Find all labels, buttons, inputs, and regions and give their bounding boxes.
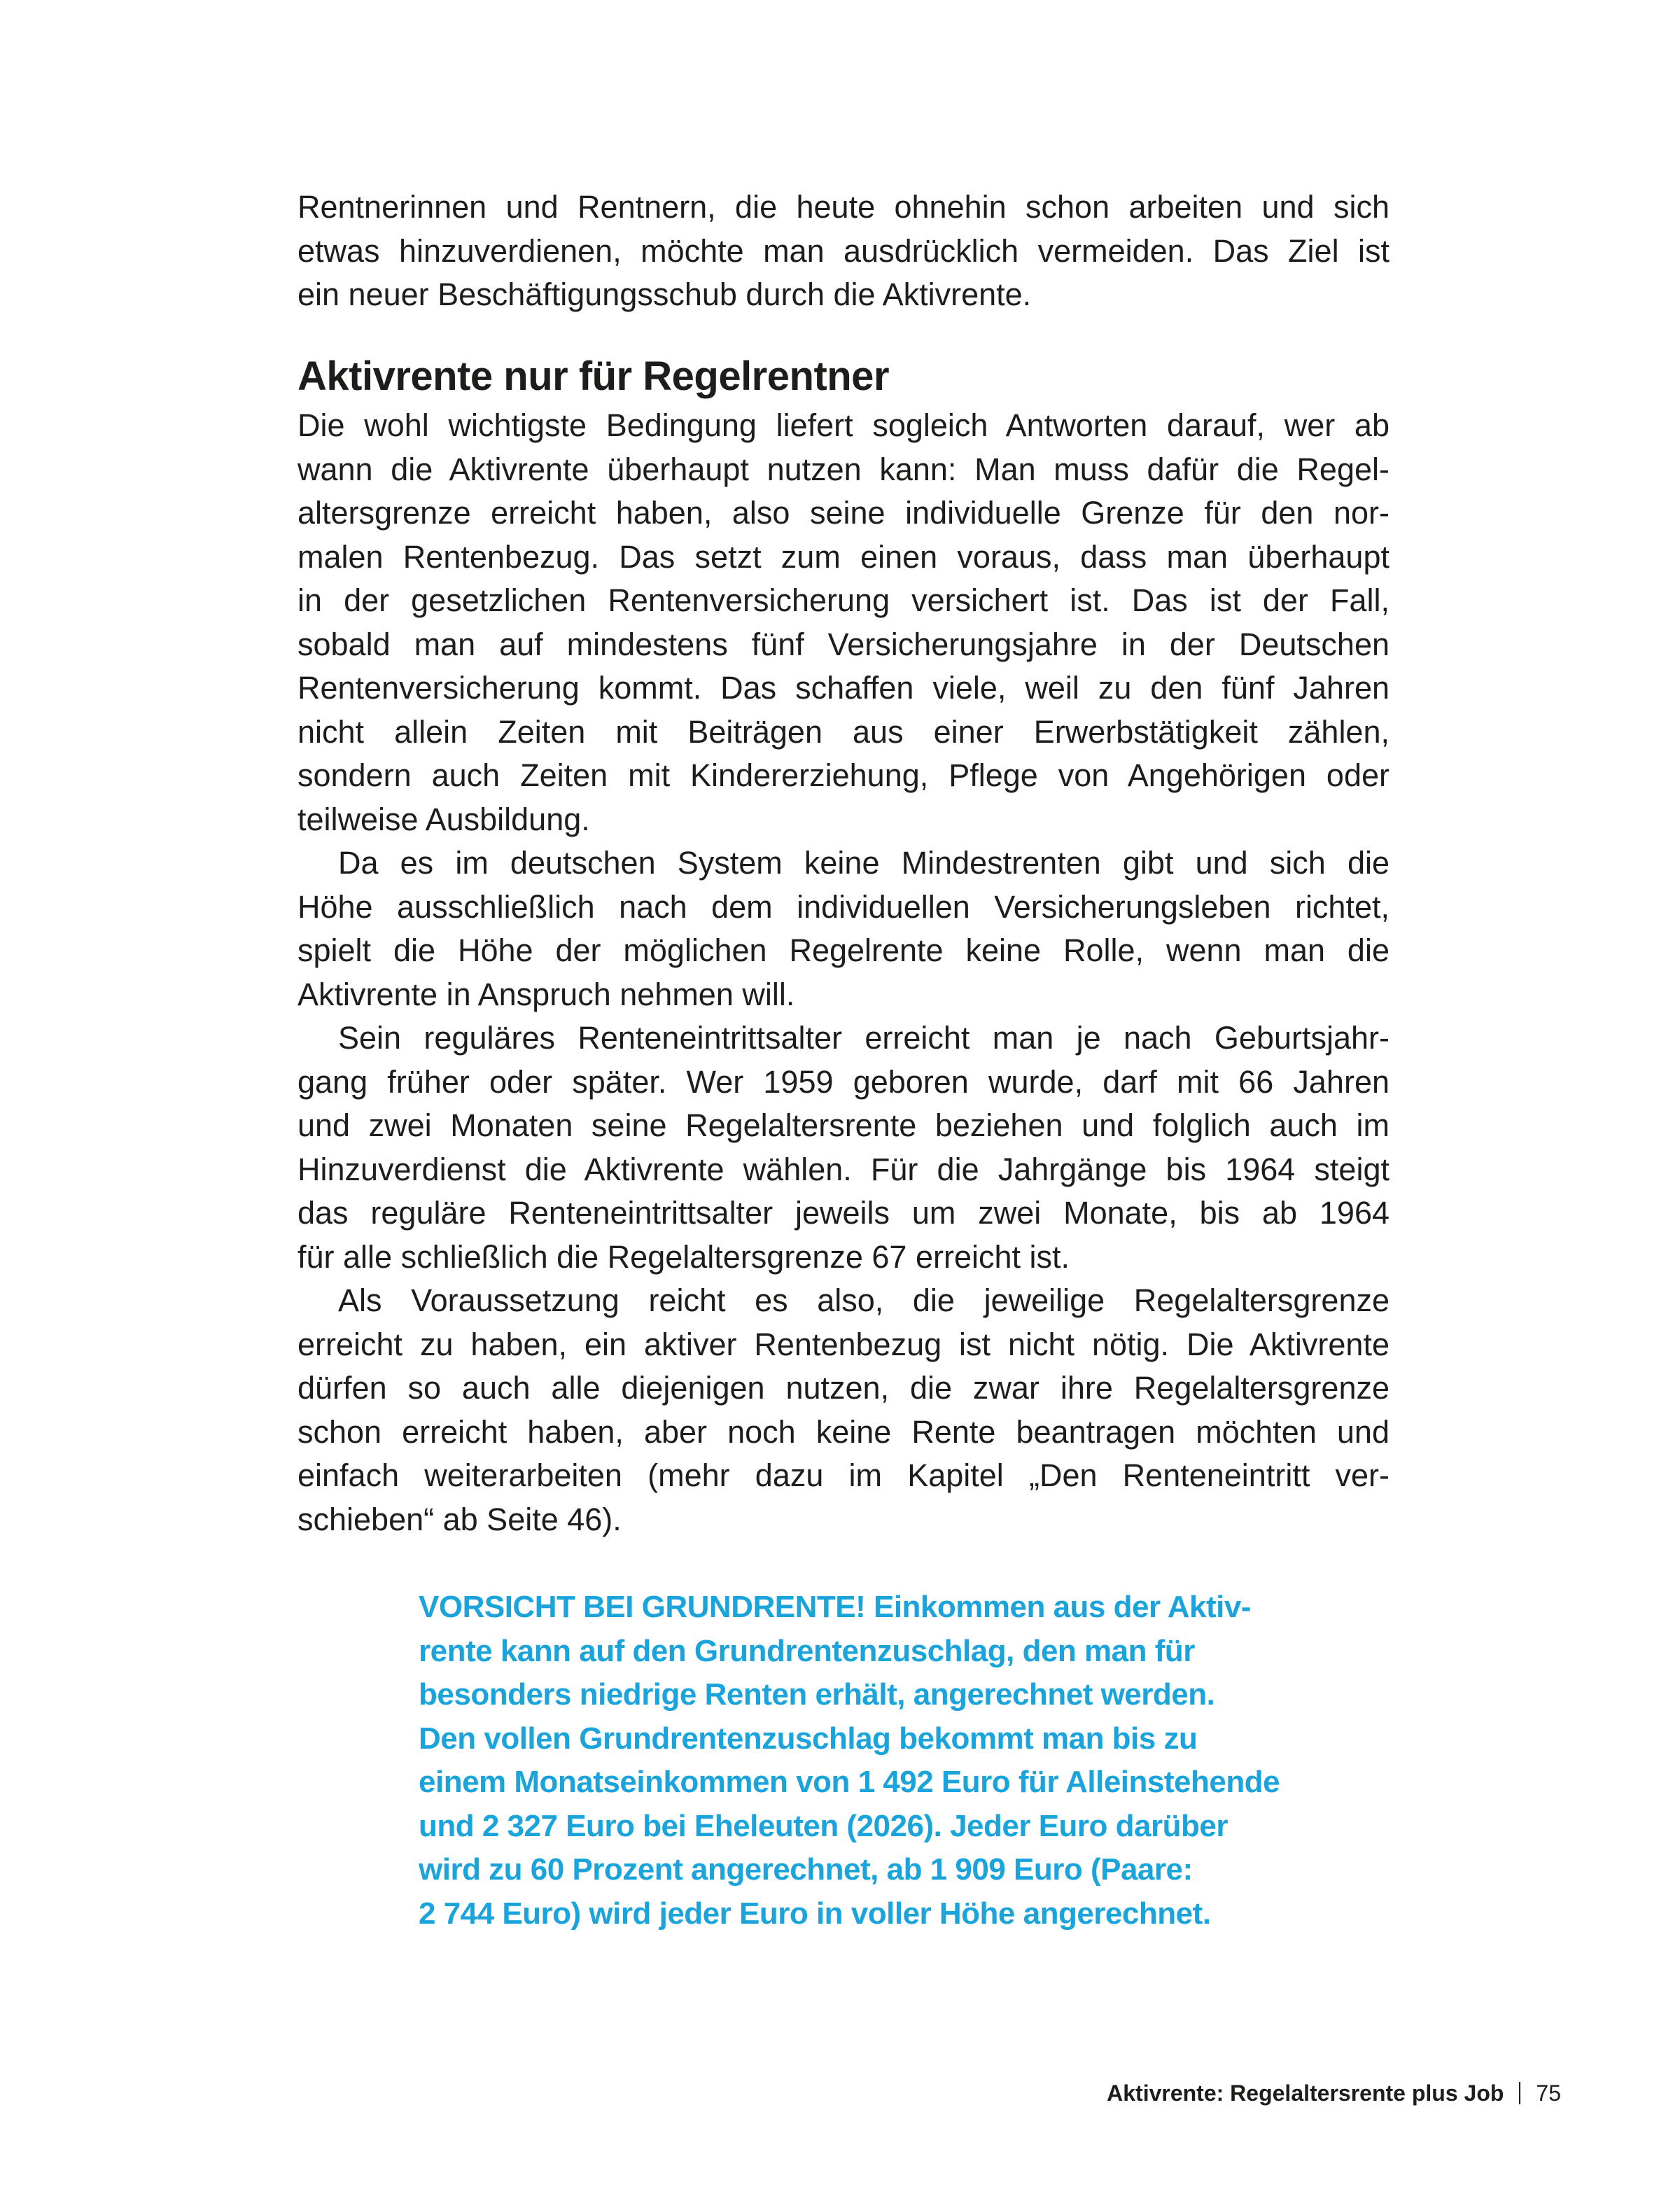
text-line: Höhe ausschließlich nach dem individuellen Versicherungsleben richtet, <box>298 888 1390 925</box>
text-line: Aktivrente in Anspruch nehmen will. <box>298 976 795 1012</box>
note-line: einem Monatseinkommen von 1 492 Euro für Alleinstehende <box>419 1765 1280 1799</box>
note-line: rente kann auf den Grundrentenzuschlag, den man für <box>419 1633 1195 1668</box>
note-line: wird zu 60 Prozent angerechnet, ab 1 909 Euro (Paare: <box>419 1852 1193 1887</box>
note-line: besonders niedrige Renten erhält, angerechnet werden. <box>419 1677 1215 1712</box>
running-title: Aktivrente: Regelaltersrente plus Job <box>1107 2080 1504 2106</box>
text-line: einfach weiterarbeiten (mehr dazu im Kapitel „Den Renteneintritt ver- <box>298 1457 1390 1493</box>
text-line: erreicht zu haben, ein aktiver Rentenbezug ist nicht nötig. Die Aktivrente <box>298 1326 1390 1362</box>
note-line: VORSICHT BEI GRUNDRENTE! Einkommen aus der Aktiv- <box>419 1590 1251 1624</box>
text-line: Rentenversicherung kommt. Das schaffen viele, weil zu den fünf Jahren <box>298 670 1390 706</box>
text-line: sondern auch Zeiten mit Kindererziehung, Pflege von Angehörigen oder <box>298 757 1390 793</box>
text-line: für alle schließlich die Regelaltersgrenze 67 erreicht ist. <box>298 1238 1070 1275</box>
text-line: Die wohl wichtigste Bedingung liefert sogleich Antworten darauf, wer ab <box>298 407 1390 443</box>
text-line: gang früher oder später. Wer 1959 geboren wurde, darf mit 66 Jahren <box>298 1063 1390 1100</box>
text-line: das reguläre Renteneintrittsalter jeweils um zwei Monate, bis ab 1964 <box>298 1195 1390 1231</box>
text-line: Hinzuverdienst die Aktivrente wählen. Für die Jahrgänge bis 1964 steigt <box>298 1151 1390 1187</box>
text-line: Rentnerinnen und Rentnern, die heute ohnehin schon arbeiten und sich <box>298 189 1390 225</box>
note-line: und 2 327 Euro bei Eheleuten (2026). Jeder Euro darüber <box>419 1808 1228 1843</box>
page-number: 75 <box>1536 2080 1561 2106</box>
text-line: in der gesetzlichen Rentenversicherung versichert ist. Das ist der Fall, <box>298 582 1390 618</box>
text-line: schieben“ ab Seite 46). <box>298 1501 622 1537</box>
text-line: malen Rentenbezug. Das setzt zum einen voraus, dass man überhaupt <box>298 538 1390 575</box>
text-line: schon erreicht haben, aber noch keine Rente beantragen möchten und <box>298 1413 1390 1450</box>
text-line: wann die Aktivrente überhaupt nutzen kann: Man muss dafür die Regel- <box>298 451 1390 487</box>
text-line: nicht allein Zeiten mit Beiträgen aus einer Erwerbstätigkeit zählen, <box>298 713 1390 750</box>
text-line: sobald man auf mindestens fünf Versicherungsjahre in der Deutschen <box>298 626 1390 662</box>
text-line: altersgrenze erreicht haben, also seine individuelle Grenze für den nor- <box>298 495 1390 531</box>
text-line: Da es im deutschen System keine Mindestrenten gibt und sich die <box>338 845 1390 881</box>
page-footer <box>1107 2076 1561 2110</box>
note-line: 2 744 Euro) wird jeder Euro in voller Höhe angerechnet. <box>419 1896 1211 1931</box>
text-line: dürfen so auch alle diejenigen nutzen, die zwar ihre Regelaltersgrenze <box>298 1370 1390 1406</box>
note-line: Den vollen Grundrentenzuschlag bekommt man bis zu <box>419 1721 1198 1756</box>
text-line: etwas hinzuverdienen, möchte man ausdrücklich vermeiden. Das Ziel ist <box>298 232 1390 269</box>
section-heading: Aktivrente nur für Regelrentner <box>298 354 890 399</box>
text-line: Als Voraussetzung reicht es also, die jeweilige Regelaltersgrenze <box>338 1282 1390 1318</box>
text-line: spielt die Höhe der möglichen Regelrente keine Rolle, wenn man die <box>298 932 1390 968</box>
text-line: Sein reguläres Renteneintrittsalter erreicht man je nach Geburtsjahr- <box>338 1020 1390 1056</box>
footer-divider <box>1519 2082 1520 2104</box>
text-line: ein neuer Beschäftigungsschub durch die Aktivrente. <box>298 277 1032 312</box>
text-line: teilweise Ausbildung. <box>298 801 590 837</box>
text-line: und zwei Monaten seine Regelaltersrente beziehen und folglich auch im <box>298 1107 1390 1143</box>
